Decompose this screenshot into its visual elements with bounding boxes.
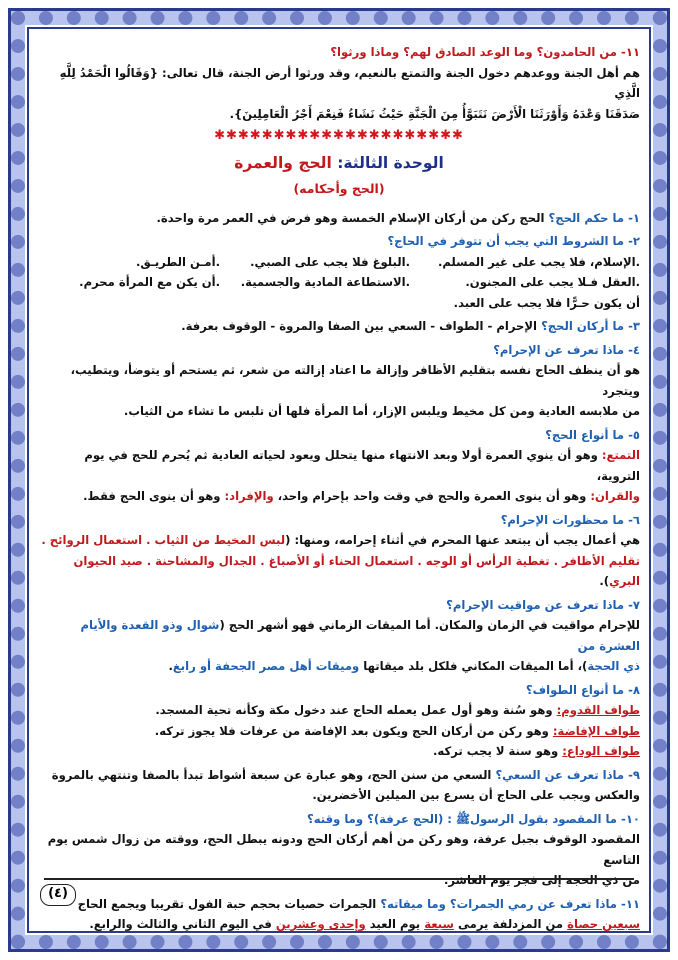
condition: .العقل فـلا يجب على المجنون. xyxy=(465,275,640,289)
condition: .البلوغ فلا يجب على الصبي. xyxy=(250,254,410,269)
unit-label: الوحدة الثالثة xyxy=(343,153,444,172)
item-11-line2: سبعين حصاة من المزدلفة يرمى سبعة يوم العيد وإحدى وعشرين في اليوم الثاني والثالث والرابع. xyxy=(89,917,640,931)
item-7-line1: للإحرام مواقيت في الزمان والمكان. أما الميقات الزماني فهو أشهر الحج (شوال وذو القعدة والأيام العشرة من xyxy=(80,618,640,653)
item-10-question: ١٠- ما المقصود بقول الرسولﷺ : (الحج عرفة)؟ وما وقته؟ xyxy=(307,811,640,826)
item-3: ٣- ما أركان الحج؟ الإحرام - الطواف - السعي بين الصفا والمروة - الوقوف بعرفة. xyxy=(181,319,640,333)
tawaf-ifada: طواف الإفاضة: وهو ركن من أركان الحج ويكون بعد الإفاضة من عرفات فلا يجوز تركه. xyxy=(154,723,640,738)
item-6-question: ٦- ما محظورات الإحرام؟ xyxy=(500,512,640,527)
footer-rule xyxy=(44,878,634,880)
tawaf-qudum: طواف القدوم: وهو سُنة وهو أول عمل يعمله الحاج عند دخول مكة وكأنه تحية المسجد. xyxy=(155,703,640,717)
item-9-line1: ٩- ماذا تعرف عن السعي؟ السعي من سنن الحج، وهو عبارة عن سبعة أشواط تبدأ بالصفا وتنتهي بالمروة xyxy=(51,767,640,782)
question-11-prev: ١١- من الحامدون؟ وما الوعد الصادق لهم؟ وماذا ورثوا؟ xyxy=(330,45,640,59)
answer-11-prev-line2: صَدَقَنَا وَعْدَهُ وَأَوْرَثَنَا الْأَرْضَ نَتَبَوَّأُ مِنَ الْجَنَّةِ حَيْثُ نَشَاءُ فَنِعْمَ أَجْرُ الْعَامِلِينَ}. xyxy=(229,106,640,121)
item-4-line1: هو أن ينظف الحاج نفسه بتقليم الأظافر وإزالة ما اعتاد إزالته من شعر، ثم يستحم أو يتوضأ، ويتطيب، ويتجرد xyxy=(70,363,640,398)
item-9-line2: والعكس ويجب على الحاج أن يسرع بين الميلين الأخضرين. xyxy=(312,788,640,802)
item-6-line1: هي أعمال يجب أن يبتعد عنها المحرم في أثناء إحرامه، ومنها: (لبس المخيط من الثياب . استعمال الروائح . xyxy=(41,533,640,547)
item-5-question: ٥- ما أنواع الحج؟ xyxy=(545,427,640,442)
item-6-line2: تقليم الأظافر . تغطية الرأس أو الوجه . استعمال الحناء أو الأصباغ . الجدال والمشاحنة . صيد الحيوان البري). xyxy=(73,553,640,588)
item-2-question: ٢- ما الشروط التي يجب أن تتوفر في الحاج؟ xyxy=(387,234,640,248)
item-10-line1: المقصود الوقوف بجبل عرفة، وهو ركن من أهم أركان الحج ودونه يبطل الحج، ووقته من زوال شمس يوم التاسع xyxy=(47,832,640,867)
item-5-line2: والقران: وهو أن ينوى العمرة والحج في وقت واحد بإحرام واحد، والإفراد: وهو أن ينوى الحج فقط. xyxy=(83,489,640,503)
item-11-line1: ١١- ماذا تعرف عن رمي الجمرات؟ وما ميقاته؟ الجمرات حصيات بحجم حبة الفول تقريبا ويجمع الحاج xyxy=(77,896,640,911)
conditions-row-1 xyxy=(38,252,640,273)
star-divider: ✱✱✱✱✱✱✱✱✱✱✱✱✱✱✱✱✱✱✱✱✱ xyxy=(214,128,464,143)
item-7-line2: ذي الحجة)، أما الميقات المكاني فلكل بلد ميقاتها وميقات أهل مصر الجحفة أو رابغ. xyxy=(168,659,640,673)
item-7-question: ٧- ماذا تعرف عن مواقيت الإحرام؟ xyxy=(446,597,640,612)
tawaf-wada: طواف الوداع: وهو سنة لا يجب تركه. xyxy=(433,744,640,758)
answer-11-prev-line1: هم أهل الجنة ووعدهم دخول الجنة والتمتع بالنعيم، وقد ورثوا أرض الجنة، قال تعالى: {وَقَالُوا الْحَمْدُ لِلَّهِ الَّذِي xyxy=(59,65,640,100)
conditions-row-2 xyxy=(38,272,640,293)
condition: أن يكون حـرًّا فلا يجب على العبد. xyxy=(453,295,640,310)
unit-title: الحج والعمرة xyxy=(234,153,332,172)
condition: .الإسلام، فلا يجب على غير المسلم. xyxy=(437,254,640,269)
section-subtitle: (الحج وأحكامه) xyxy=(293,181,385,196)
item-1: ١- ما حكم الحج؟ الحج ركن من أركان الإسلام الخمسة وهو فرض في العمر مرة واحدة. xyxy=(156,210,640,225)
item-4-line2: من ملابسه العادية ومن كل مخيط ويلبس الإزار، أما المرأة فلها أن تلبس ما تشاء من الثياب. xyxy=(123,404,640,418)
item-5-line1: التمتع: وهو أن ينوي العمرة أولا وبعد الانتهاء منها يتحلل ويعود لحياته العادية ثم يُحرم للحج في يوم التروية، xyxy=(84,448,640,483)
item-10-line2: من ذي الحجة إلى فجر يوم العاشر. xyxy=(443,873,640,887)
document-body xyxy=(38,42,640,935)
unit-heading: الوحدة الثالثة: الحج والعمرة xyxy=(234,153,444,172)
condition: .أن يكن مع المرأة محرم. xyxy=(79,275,220,289)
item-4-question: ٤- ماذا تعرف عن الإحرام؟ xyxy=(493,342,640,357)
item-8-question: ٨- ما أنواع الطواف؟ xyxy=(525,682,640,697)
condition: .الاستطاعة المادية والجسمية. xyxy=(240,275,410,289)
page-number: (٤) xyxy=(40,884,76,906)
condition: .أمـن الطريـق. xyxy=(136,254,220,269)
